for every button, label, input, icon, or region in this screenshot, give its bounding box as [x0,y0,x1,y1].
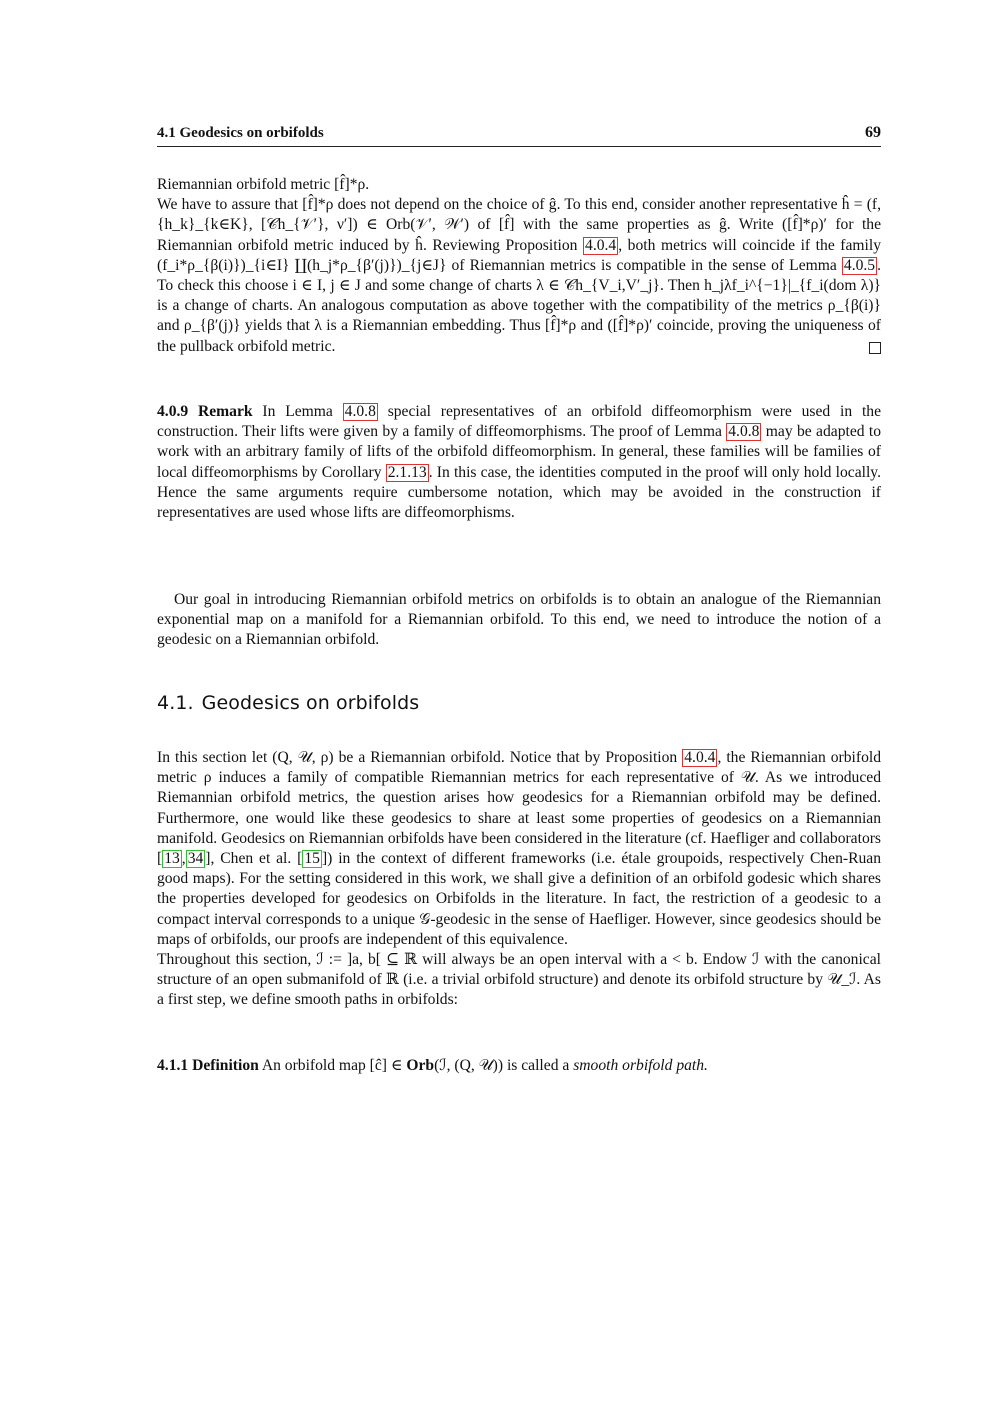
definition-emph: smooth orbifold path. [573,1057,708,1074]
remark-label: 4.0.9 Remark [157,403,253,420]
definition-orb: Orb [406,1057,435,1074]
proof-text-c: . To check this choose i ∈ I, j ∈ J and some change of charts λ ∈ 𝒞h_{V_i,V′_j}. Then h_jλf_i^{−1}|_{f_i(dom λ)} is a change of charts. An analogous computation as above together with the compatibility of the metrics ρ_{β(i)} and ρ_{β′(j)} yields that λ is a Riemannian embedding. Thus [f̂]*ρ and ([f̂]*ρ)′ coincide, proving the uniqueness of the pullback orbifold metric. [157,256,881,355]
remark-4-0-9 [157,402,881,523]
definition-paragraph [157,1056,881,1076]
proof-text-b: both metrics will coincide if the family (f_i*ρ_{β(i)})_{i∈I} ∐(h_j*ρ_{β′(j)})_{j∈J} of Riemannian metrics is compatible in the sense of Lemma [157,236,881,274]
intro-text: Our goal in introducing Riemannian orbifold metrics on orbifolds is to obtain an analogue of the Riemannian exponential map on a manifold for a Riemannian orbifold. To this end, we need to introduce the notion of a geodesic on a Riemannian orbifold. [157,591,881,649]
cite-13[interactable]: 13 [164,850,180,868]
section-text-d: ) in the context of different frameworks (i.e. étale groupoids, respectively Chen-Ruan good maps). For the setting considered in this work, we shall give a definition of an orbifold godesic which shares the properties developed for geodesics on Orbifolds in the literature. In fact, the restriction of a geodesic to a compact interval corresponds to a unique 𝒢-geodesic in the sense of Haefliger. However, since geodesics should be maps of orbifolds, our proofs are independent of this equivalence. [157,850,882,948]
section-body [157,748,881,1011]
proof-text-a: We have to assure that [f̂]*ρ does not depend on the choice of ĝ. To this end, consider another representative ĥ = (f, {h_k}_{k∈K}, [𝒞h_{𝒱′}, ν′]) ∈ Orb(𝒱′, 𝒲′) of [f̂] with the same properties as ĝ. Write ([f̂]*ρ)′ for the Riemannian orbifold metric induced by ĥ. Reviewing Proposition [157,196,881,254]
running-head-section: 4.1 Geodesics on orbifolds [157,125,324,141]
definition-text-a: An orbifold map [ĉ] ∈ [261,1057,403,1074]
definition-label: 4.1.1 Definition [157,1057,259,1074]
proof-continuation [157,175,881,357]
cite-34[interactable]: 34 [187,850,204,868]
section-paragraph-1: In this section let (Q, 𝒰, ρ) be a Riemannian orbifold. Notice that by Proposition 4.0.4 , the Riemannian orbifold metric ρ induces a family of compatible Riemannian metrics for each representative of 𝒰. As we introduced Riemannian orbifold metrics, the question arises how geodesics for a Riemannian orbifold may be defined. Furthermore, one would like these geodesics to share at least some properties of geodesics on a Riemannian manifold. Geodesics on Riemannian orbifolds have been considered in the literature (cf. Haefliger and collaborators [ 13 , 34 ], Chen et al. [ 15 ]) in the context of different frameworks (i.e. étale groupoids, respectively Chen-Ruan good maps). For the setting considered in this work, we shall give a definition of an orbifold godesic which shares the properties developed for geodesics on Orbifolds in the literature. In fact, the restriction of a geodesic to a compact interval corresponds to a unique 𝒢-geodesic in the sense of Haefliger. However, since geodesics should be maps of orbifolds, our proofs are independent of this equivalence. [157,749,882,948]
running-head [157,124,881,147]
ref-proposition-4-0-4-b[interactable]: 4.0.4 [684,749,716,766]
remark-paragraph [157,402,881,523]
ref-lemma-4-0-5[interactable]: 4.0.5 [843,256,876,274]
proof-paragraph: We have to assure that [f̂]*ρ does not depend on the choice of ĝ. To this end, consider another representative ĥ = (f, {h_k}_{k∈K}, [𝒞h_{𝒱′}, ν′]) ∈ Orb(𝒱′, 𝒲′) of [f̂] with the same properties as ĝ. Write ([f̂]*ρ)′ for the Riemannian orbifold metric induced by ĥ. Reviewing Proposition 4.0.4 , both metrics will coincide if the family (f_i*ρ_{β(i)})_{i∈I} ∐(h_j*ρ_{β′(j)})_{j∈J} of Riemannian metrics is compatible in the sense of Lemma 4.0.5 . To check this choose i ∈ I, j ∈ J and some change of charts λ ∈ 𝒞h_{V_i,V′_j}. Then h_jλf_i^{−1}|_{f_i(dom λ)} is a change of charts. An analogous computation as above together with the compatibility of the metrics ρ_{β(i)} and ρ_{β′(j)} yields that λ is a Riemannian embedding. Thus [f̂]*ρ and ([f̂]*ρ)′ coincide, proving the uniqueness of the pullback orbifold metric. [157,196,881,355]
section-text-c: , Chen et al. [210,850,292,868]
remark-text-d: . In this case, the identities computed in the proof will only hold locally. Hence the same arguments require cumbersome notation, which may be avoided in the construction if representatives are used whose lifts are diffeomorphisms. [157,463,881,522]
section-paragraph-2: Throughout this section, ℐ := ]a, b[ ⊆ ℝ will always be an open interval with a < b. Endow ℐ with the canonical structure of an open submanifold of ℝ (i.e. a trivial orbifold structure) and denote its orbifold structure by 𝒰_ℐ. As a first step, we define smooth paths in orbifolds: [157,951,881,1009]
proof-line-1: Riemannian orbifold metric [f̂]*ρ. [157,176,370,193]
ref-proposition-4-0-4[interactable]: 4.0.4 [585,236,617,254]
remark-text-a: In Lemma [262,403,333,420]
qed-square-icon [869,342,881,354]
page-number: 69 [865,124,881,141]
ref-lemma-4-0-8-a[interactable]: 4.0.8 [344,403,376,420]
remark-text-b: special representatives of an orbifold diffeomorphism were used in the construction. Their lifts were given by a family of diffeomorphisms. The proof of Lemma [157,403,882,441]
definition-text-b: (ℐ, (Q, 𝒰)) is called a [434,1057,570,1074]
ref-lemma-4-0-8-b[interactable]: 4.0.8 [728,423,760,441]
definition-4-1-1 [157,1056,881,1076]
cite-15[interactable]: 15 [304,850,320,868]
section-number: 4.1. [157,692,194,714]
remark-text-c: may be adapted to work with an arbitrary family of lifts of the orbifold diffeomorphism. In general, these families will be families of local diffeomorphisms by Corollary [157,423,882,481]
section-text-a: In this section let (Q, 𝒰, ρ) be a Riemannian orbifold. Notice that by Proposition [157,749,678,766]
ref-corollary-2-1-13[interactable]: 2.1.13 [387,463,427,481]
section-title: Geodesics on orbifolds [201,692,420,714]
section-text-b: , the Riemannian orbifold metric ρ induces a family of compatible Riemannian metrics for each representative of 𝒰. As we introduced Riemannian orbifold metrics, the question arises how geodesics for a Riemannian orbifold may be defined. Furthermore, one would like these geodesics to share at least some properties of geodesics on a Riemannian manifold. Geodesics on Riemannian orbifolds have been considered in the literature (cf. Haefliger and collaborators [157,749,881,847]
intro-paragraph [157,590,881,651]
section-heading [157,692,419,714]
